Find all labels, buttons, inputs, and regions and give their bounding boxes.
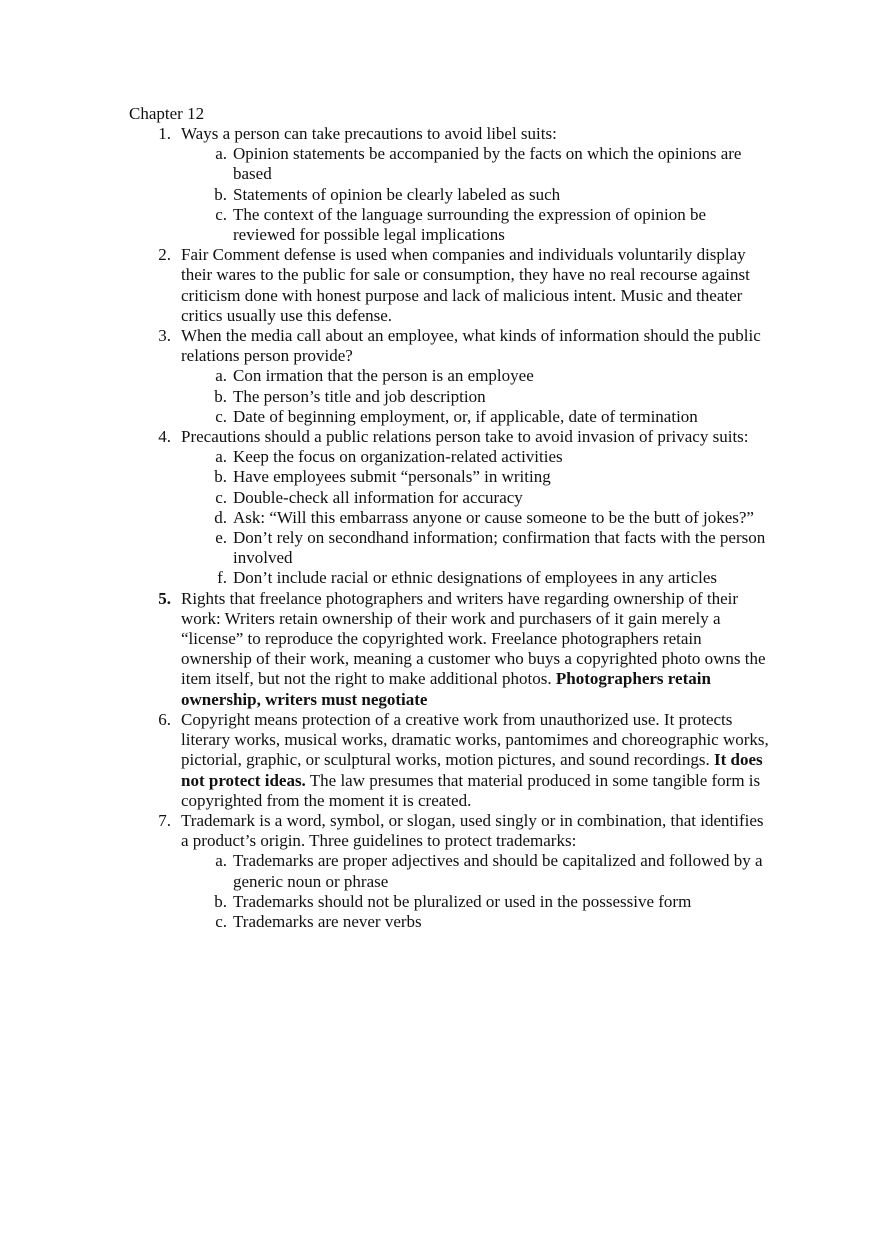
- sub-item: [181, 467, 769, 487]
- sub-text: Keep the focus on organization-related activities: [233, 447, 563, 467]
- sub-item: [181, 488, 769, 508]
- list-item-4: [129, 427, 769, 589]
- list-number: 2.: [158, 245, 171, 265]
- sub-text: Trademarks should not be pluralized or used in the possessive form: [233, 891, 692, 911]
- list-number: 6.: [158, 709, 171, 729]
- list-item-3: [129, 326, 769, 427]
- sub-item: [181, 851, 769, 891]
- sub-text: Have employees submit “personals” in writing: [233, 467, 551, 487]
- sub-item: [181, 407, 769, 427]
- list-number: 3.: [158, 326, 171, 346]
- list-item-1: [129, 124, 769, 245]
- sub-letter: a.: [215, 447, 227, 467]
- sub-text: Date of beginning employment, or, if applicable, date of termination: [233, 406, 698, 426]
- sub-item: [181, 144, 769, 184]
- item-text: Ways a person can take precautions to avoid libel suits:: [181, 124, 557, 143]
- list-number: 5.: [158, 588, 171, 608]
- item-text: Fair Comment defense is used when companies and individuals voluntarily display their wares to the public for sale or consumption, they have no real recourse against criticism done with honest purpose and lack of malicious intent. Music and theater critics usually use this defense.: [181, 245, 750, 325]
- item-bold-text: Photographers retain ownership, writers must negotiate: [181, 669, 711, 709]
- numbered-list: [129, 124, 769, 932]
- item-text: Copyright means protection of a creative work from unauthorized use. It protects literary works, musical works, dramatic works, pantomimes and choreographic works, pictorial, graphic, or sculptural works, motion pictures, and sound recordings.: [181, 709, 769, 770]
- item-text-after: The law presumes that material produced in some tangible form is copyrighted from the moment it is created.: [181, 770, 761, 810]
- item-text: Trademark is a word, symbol, or slogan, used singly or in combination, that identifies a product’s origin. Three guidelines to protect trademarks:: [181, 810, 764, 851]
- list-number: 7.: [158, 810, 171, 830]
- sub-text: Don’t rely on secondhand information; confirmation that facts with the person involved: [233, 528, 766, 568]
- sub-letter: a.: [215, 366, 227, 386]
- list-item-6: [129, 710, 769, 811]
- sub-item: [181, 568, 769, 588]
- sub-text: Trademarks are proper adjectives and should be capitalized and followed by a generic noun or phrase: [233, 851, 763, 891]
- sub-letter: c.: [215, 487, 227, 507]
- list-number: 4.: [158, 427, 171, 447]
- sub-letter: e.: [215, 528, 227, 548]
- sub-list: [181, 447, 769, 588]
- item-text: Precautions should a public relations person take to avoid invasion of privacy suits:: [181, 427, 749, 447]
- list-item-7: [129, 811, 769, 932]
- sub-item: [181, 508, 769, 528]
- sub-item: [181, 205, 769, 245]
- sub-item: [181, 528, 769, 568]
- sub-letter: b.: [214, 467, 227, 487]
- sub-text: Double-check all information for accuracy: [233, 487, 523, 507]
- sub-text: Statements of opinion be clearly labeled as such: [233, 184, 561, 204]
- item-text: When the media call about an employee, what kinds of information should the public relations person provide?: [181, 326, 761, 366]
- sub-text: Opinion statements be accompanied by the facts on which the opinions are based: [233, 144, 742, 184]
- list-item-5: [129, 589, 769, 710]
- sub-letter: b.: [214, 184, 227, 204]
- sub-text: The person’s title and job description: [233, 386, 486, 406]
- sub-letter: a.: [215, 851, 227, 871]
- sub-letter: b.: [214, 386, 227, 406]
- sub-list: [181, 366, 769, 427]
- chapter-heading: Chapter 12: [129, 104, 205, 123]
- list-number: 1.: [158, 124, 171, 143]
- sub-letter: f.: [217, 568, 227, 588]
- sub-item: [181, 387, 769, 407]
- sub-letter: c.: [215, 406, 227, 426]
- sub-list: [181, 144, 769, 245]
- sub-text: Con irmation that the person is an employee: [233, 366, 534, 386]
- sub-letter: b.: [214, 891, 227, 911]
- sub-text: Ask: “Will this embarrass anyone or cause someone to be the butt of jokes?”: [233, 507, 754, 527]
- item-bold-text: It does not protect ideas.: [181, 750, 763, 790]
- sub-letter: c.: [215, 911, 227, 931]
- sub-item: [181, 912, 769, 932]
- sub-item: [181, 892, 769, 912]
- sub-letter: a.: [215, 144, 227, 164]
- sub-text: Trademarks are never verbs: [233, 911, 422, 931]
- sub-list: [181, 851, 769, 932]
- sub-letter: c.: [215, 204, 227, 224]
- sub-text: Don’t include racial or ethnic designations of employees in any articles: [233, 568, 718, 588]
- sub-item: [181, 447, 769, 467]
- sub-item: [181, 366, 769, 386]
- sub-item: [181, 185, 769, 205]
- list-item-2: [129, 245, 769, 326]
- sub-text: The context of the language surrounding the expression of opinion be reviewed for possible legal implications: [233, 204, 707, 245]
- sub-letter: d.: [214, 507, 227, 527]
- item-text: Rights that freelance photographers and writers have regarding ownership of their work: Writers retain ownership of their work and purchasers of it gain merely a “license” to reproduce the copyrighted work. Freelance photographers retain ownership of their work, meaning a customer who buys a copyrighted photo owns the item itself, but not the right to make additional photos.: [181, 588, 766, 689]
